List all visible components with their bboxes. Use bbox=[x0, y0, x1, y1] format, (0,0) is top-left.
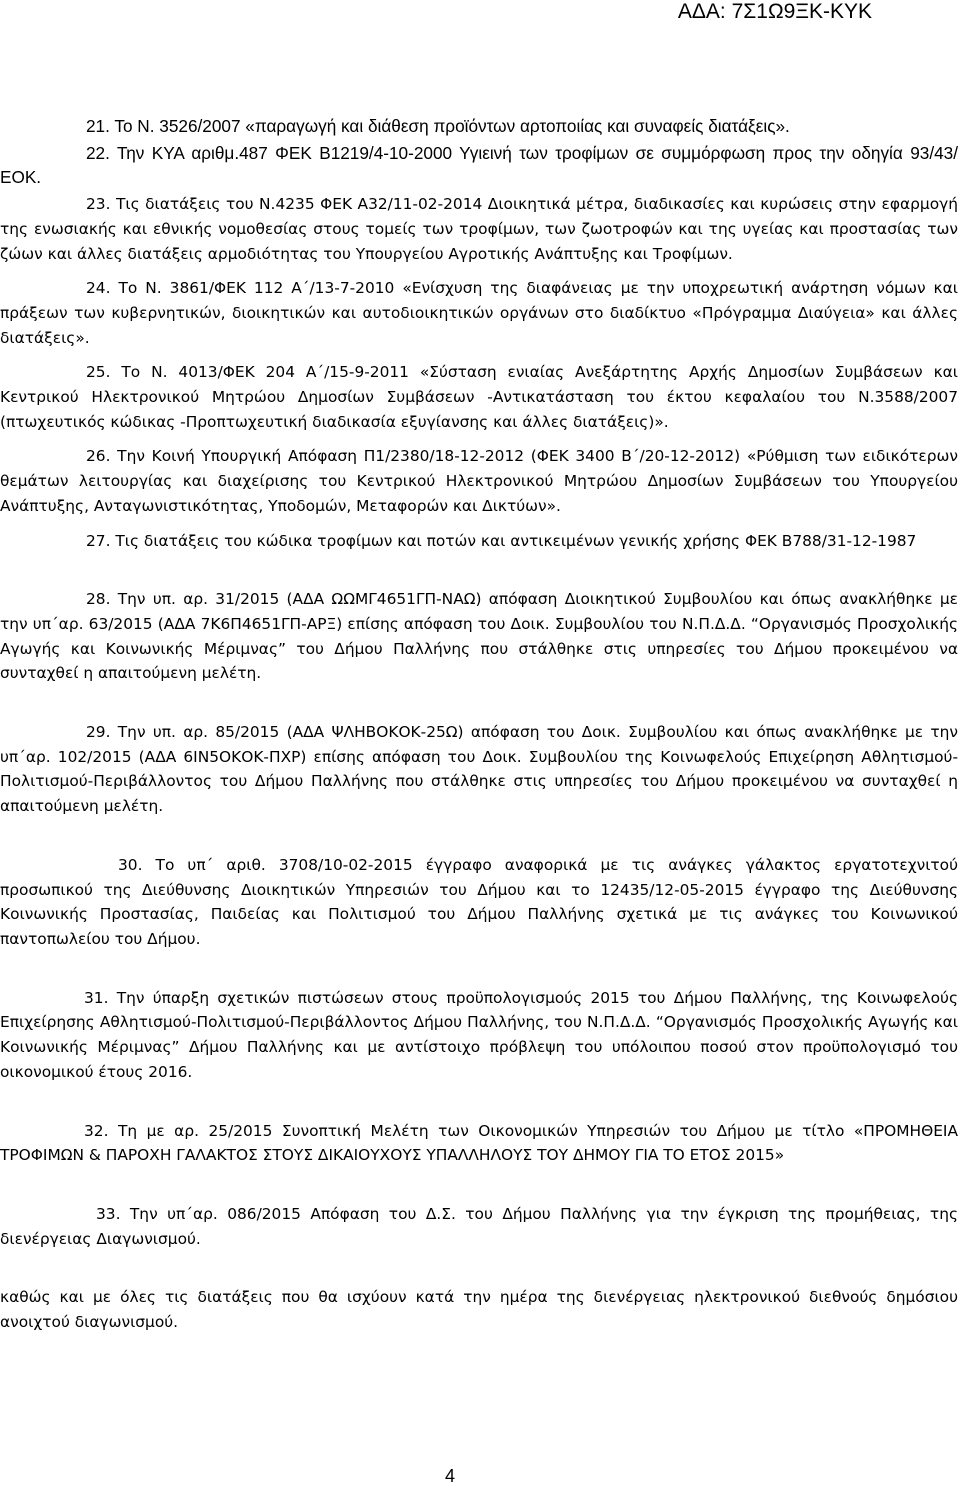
list-item: 29. Την υπ. αρ. 85/2015 (ΑΔΑ ΨΛΗΒΟΚΟΚ-25Ω) απόφαση του Δοικ. Συμβουλίου και όπως ανακλήθηκε με την υπ΄αρ. 102/2015 (ΑΔΑ 6ΙΝ5ΟΚΟΚ-ΠΧΡ) επίσης απόφαση του Δοικ. Συμβουλίου της Κοινωφελούς Επιχείρηση Αθλητισμού-Πολιτισμού-Περιβάλλοντος του Δήμου Παλλήνης που στάλθηκε στις υπηρεσίες του Δήμου προκειμένου να συνταχθεί η απαιτούμενη μελέτη. bbox=[0, 723, 958, 816]
list-item: 22. Την ΚΥΑ αριθμ.487 ΦΕΚ Β1219/4-10-2000 Υγιεινή των τροφίμων σε συμμόρφωση προς την οδηγία 93/43/ΕΟΚ. bbox=[0, 142, 958, 188]
list-item: 24. Το Ν. 3861/ΦΕΚ 112 Α΄/13-7-2010 «Ενίσχυση της διαφάνειας με την υποχρεωτική ανάρτηση νόμων και πράξεων των κυβερνητικών, διοικητικών και αυτοδιοικητικών οργάνων στο διαδίκτυο «Πρόγραμμα Διαύγεια» και άλλες διατάξεις». bbox=[0, 279, 958, 347]
document-body bbox=[0, 114, 958, 1335]
list-item: 31. Την ύπαρξη σχετικών πιστώσεων στους προϋπολογισμούς 2015 του Δήμου Παλλήνης, της Κοινωφελούς Επιχείρησης Αθλητισμού-Πολιτισμού-Περιβάλλοντος Δήμου Παλλήνης, του Ν.Π.Δ.Δ. “Οργανισμός Προσχολικής Αγωγής και Κοινωνικής Μέριμνας” Δήμου Παλλήνης και με αντίστοιχο πρόβλεψη του υπόλοιπου ποσού στον προϋπολογισμό του οικονομικού έτους 2016. bbox=[0, 988, 958, 1081]
list-item: 23. Τις διατάξεις του Ν.4235 ΦΕΚ Α32/11-02-2014 Διοικητικά μέτρα, διαδικασίες και κυρώσεις στην εφαρμογή της ενωσιακής και εθνικής νομοθεσίας στους τομείς των τροφίμων, των ζωοτροφών και της υγείας και προστασίας των ζώων και άλλες διατάξεις αρμοδιότητας του Υπουργείου Αγροτικής Ανάπτυξης και Τροφίμων. bbox=[0, 195, 958, 263]
list-item: 28. Την υπ. αρ. 31/2015 (ΑΔΑ ΩΩΜΓ4651ΓΠ-ΝΑΩ) απόφαση Διοικητικού Συμβουλίου και όπως ανακλήθηκε με την υπ΄αρ. 63/2015 (ΑΔΑ 7Κ6Π4651ΓΠ-ΑΡΞ) επίσης απόφαση του Δοικ. Συμβουλίου του Ν.Π.Δ.Δ. “Οργανισμός Προσχολικής Αγωγής και Κοινωνικής Μέριμνας” του Δήμου Παλλήνης που στάλθηκε στις υπηρεσίες του Δήμου προκειμένου να συνταχθεί η απαιτούμενη μελέτη. bbox=[0, 590, 958, 683]
closing-paragraph: καθώς και με όλες τις διατάξεις που θα ισχύουν κατά την ημέρα της διενέργειας ηλεκτρονικού διεθνούς δημόσιου ανοιχτού διαγωνισμού. bbox=[0, 1288, 958, 1332]
ada-header: ΑΔΑ: 7Σ1Ω9ΞΚ-ΚΥΚ bbox=[677, 0, 872, 23]
list-item: 33. Την υπ΄αρ. 086/2015 Απόφαση του Δ.Σ. του Δήμου Παλλήνης για την έγκριση της προμήθειας, της διενέργειας Διαγωνισμού. bbox=[0, 1204, 958, 1248]
list-item: 26. Την Κοινή Υπουργική Απόφαση Π1/2380/18-12-2012 (ΦΕΚ 3400 Β΄/20-12-2012) «Ρύθμιση των ειδικότερων θεμάτων λειτουργίας και διαχείρισης του Κεντρικού Ηλεκτρονικού Μητρώου Δημοσίων Συμβάσεων του Υπουργείου Ανάπτυξης, Ανταγωνιστικότητας, Υποδομών, Μεταφορών και Δικτύων». bbox=[0, 447, 958, 515]
list-item: 32. Τη με αρ. 25/2015 Συνοπτική Μελέτη των Οικονομικών Υπηρεσιών του Δήμου με τίτλο «ΠΡΟΜΗΘΕΙΑ ΤΡΟΦΙΜΩΝ & ΠΑΡΟΧΗ ΓΑΛΑΚΤΟΣ ΣΤΟΥΣ ΔΙΚΑΙΟΥΧΟΥΣ ΥΠΑΛΛΗΛΟΥΣ ΤΟΥ ΔΗΜΟΥ ΓΙΑ ΤΟ ΕΤΟΣ 2015» bbox=[0, 1121, 958, 1165]
list-item: 27. Τις διατάξεις του κώδικα τροφίμων και ποτών και αντικειμένων γενικής χρήσης ΦΕΚ Β788/31-12-1987 bbox=[86, 531, 917, 550]
list-item: 21. Το Ν. 3526/2007 «παραγωγή και διάθεση προϊόντων αρτοποιίας και συναφείς διατάξεις». bbox=[86, 116, 790, 136]
list-item: 25. Το Ν. 4013/ΦΕΚ 204 Α΄/15-9-2011 «Σύσταση ενιαίας Ανεξάρτητης Αρχής Δημοσίων Συμβάσεων και Κεντρικού Ηλεκτρονικού Μητρώου Δημοσίων Συμβάσεων -Αντικατάσταση του έκτου κεφαλαίου του Ν.3588/2007 (πτωχευτικός κώδικας -Προπτωχευτική διαδικασία εξυγίανσης και άλλες διατάξεις)». bbox=[0, 363, 958, 431]
list-item: 30. Το υπ΄ αριθ. 3708/10-02-2015 έγγραφο αναφορικά με τις ανάγκες γάλακτος εργατοτεχνιτού προσωπικού της Διεύθυνσης Διοικητικών Υπηρεσιών του Δήμου και το 12435/12-05-2015 έγγραφο της Διεύθυνσης Κοινωνικής Προστασίας, Παιδείας και Πολιτισμού του Δήμου Παλλήνης σχετικά με τις ανάγκες του Κοινωνικού παντοπωλείου του Δήμου. bbox=[0, 855, 958, 948]
page-number: 4 bbox=[444, 1466, 455, 1486]
